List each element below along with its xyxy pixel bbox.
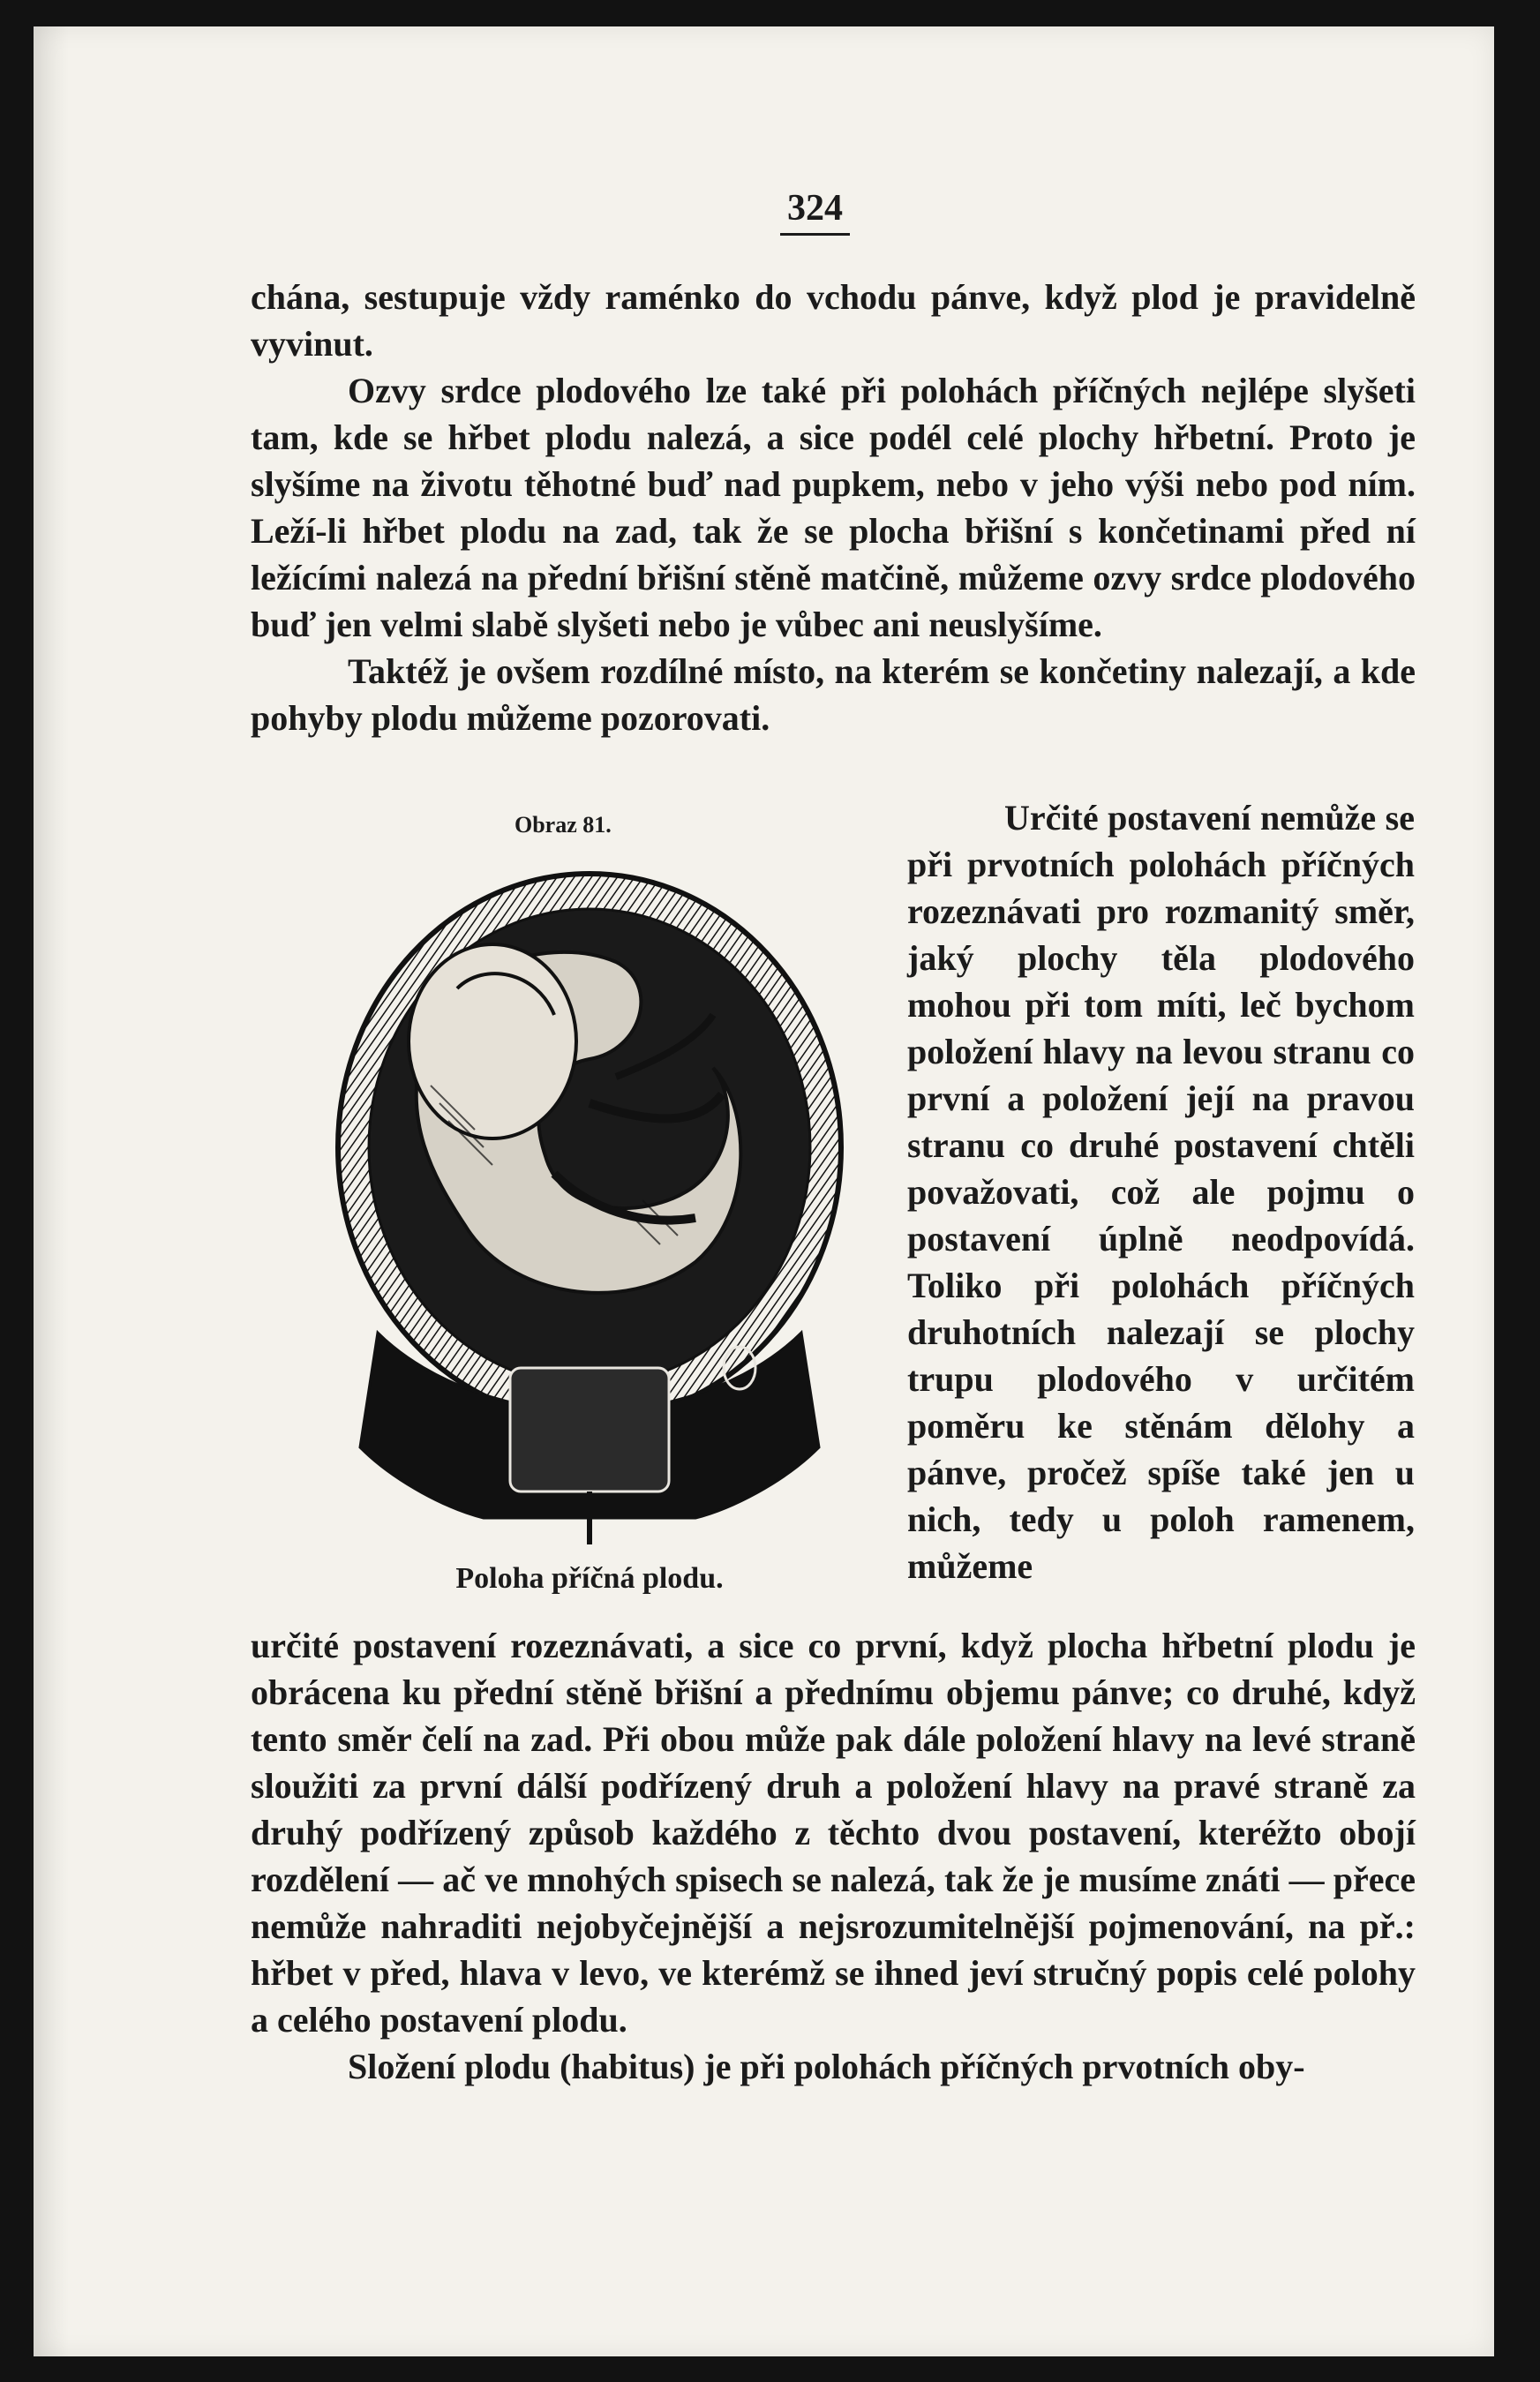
paragraph-2: Ozvy srdce plodového lze také při polohách příčných nejlépe slyšeti tam, kde se hřbet plodu nalezá, a sice podél celé plochy hřbetní. Proto je slyšíme na životu těhotné buď nad pupkem, nebo v jeho výši nebo pod ním. Leží-li hřbet plodu na zad, tak že se plocha břišní s končetinami před ní ležícími nalezá na přední břišní stěně matčině, můžeme ozvy srdce plodového buď jen velmi slabě slyšeti nebo je vůbec ani neuslyšíme. (251, 371, 1416, 644)
paragraph-3: Taktéž je ovšem rozdílné místo, na kterém se končetiny nalezají, a kde pohyby plodu můžeme pozorovati. (251, 651, 1416, 738)
paragraph-5: Složení plodu (habitus) je při polohách příčných prvotních oby- (348, 2047, 1305, 2086)
page-gutter-shadow (34, 26, 69, 2356)
paragraph-4-continued: určité postavení rozeznávati, a sice co první, když plocha hřbetní plodu je obrácena ku přední stěně břišní a přednímu objemu pánve; co druhé, když tento směr čelí na zad. Při obou může pak dále položení hlavy na levé straně sloužiti za první dálší podřízený druh a položení hlavy na pravé straně za druhý podřízený způsob každého z těchto dvou postavení, kteréžto obojí rozdělení — ač ve mnohých spisech se nalezá, tak že je musíme znáti — přece nemůže nahraditi nejobyčejnější a nejsrozumitelnější pojmenování, na př.: hřbet v před, hlava v levo, ve kterémž se ihned jeví stručný popis celé polohy a celého postavení plodu. (251, 1626, 1416, 2040)
figure-title: Obraz 81. (515, 812, 612, 838)
paragraph-1: chána, sestupuje vždy raménko do vchodu pánve, když plod je pravidelně vyvinut. (251, 277, 1416, 364)
text-block-bottom (251, 1622, 1416, 2090)
figure-81 (325, 812, 881, 1595)
page-number: 324 (780, 187, 850, 236)
paragraph-4-side: Určité postavení nemůže se při prvotních polohách příčných rozeznávati pro rozmanitý směr, jaký plochy těla plodového mohou při tom míti, leč bychom položení hlavy na levou stranu co první a položení její na pravou stranu co druhé postavení chtěli považovati, což ale pojmu o postavení úplně neodpovídá. Toliko při polohách příčných druhotních nalezají se plochy trupu plodového v určitém poměru ke stěnám dělohy a pánve, pročež spíše také jen u nich, tedy u poloh ramenem, můžeme (907, 798, 1415, 1586)
book-page (34, 26, 1494, 2356)
transverse-fetal-position-illustration (325, 838, 881, 1562)
text-block-top (251, 274, 1416, 741)
figure-caption: Poloha příčná plodu. (455, 1562, 724, 1595)
text-block-side (907, 794, 1415, 1589)
